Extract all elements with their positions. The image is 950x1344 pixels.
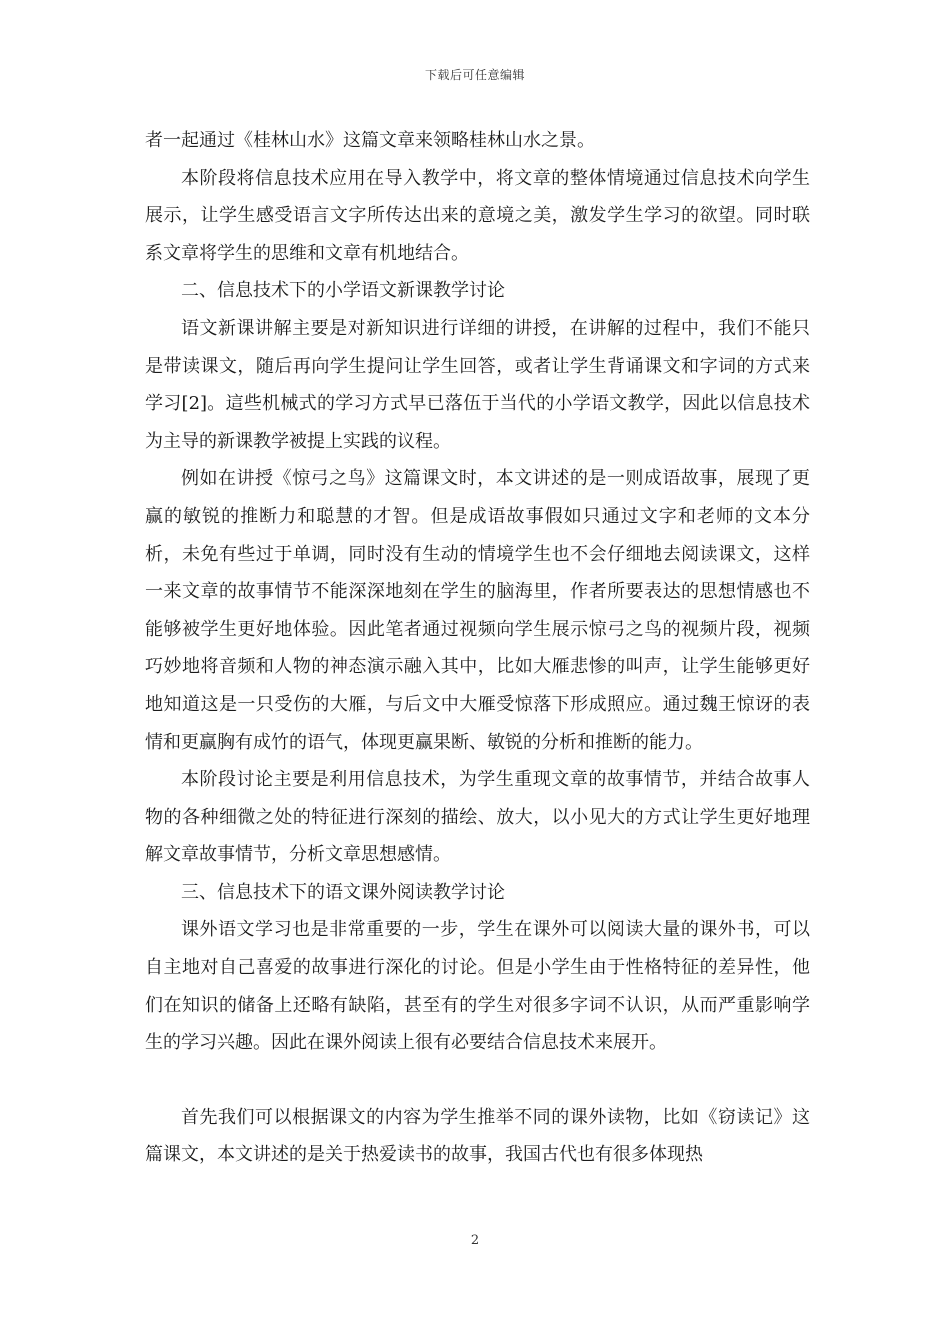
paragraph: 首先我们可以根据课文的内容为学生推举不同的课外读物，比如《窃读记》这篇课文，本文讲述的是关于热爱读书的故事，我国古代也有很多体现热 [145,1106,810,1166]
section-heading: 三、信息技术下的语文课外阅读教学讨论 [181,881,505,903]
page-number: 2 [470,1233,480,1248]
paragraph-continuation: 者一起通过《桂林山水》这篇文章来领略桂林山水之景。 [145,130,595,151]
paragraph: 本阶段将信息技术应用在导入教学中，将文章的整体情境通过信息技术向学生展示，让学生感受语言文字所传达出来的意境之美，激发学生学习的欲望。同时联系文章将学生的思维和文章有机地结合。 [145,167,810,264]
paragraph: 语文新课讲解主要是对新知识进行详细的讲授，在讲解的过程中，我们不能只是带读课文，随后再向学生提问让学生回答，或者让学生背诵课文和字词的方式来学习[2]。這些机械式的学习方式早已落伍于当代的小学语文教学，因此以信息技术为主导的新课教学被提上实践的议程。 [145,317,810,452]
paragraph: 本阶段讨论主要是利用信息技术，为学生重现文章的故事情节，并结合故事人物的各种细微之处的特征进行深刻的描绘、放大，以小见大的方式让学生更好地理解文章故事情节，分析文章思想感情。 [145,769,810,866]
page-header: 下载后可任意编辑 [424,68,525,82]
section-heading: 二、信息技术下的小学语文新课教学讨论 [181,280,505,302]
paragraph: 例如在讲授《惊弓之鸟》这篇课文时，本文讲述的是一则成语故事，展现了更赢的敏锐的推断力和聪慧的才智。但是成语故事假如只通过文字和老师的文本分析，未免有些过于单调，同时没有生动的情境学生也不会仔细地去阅读课文，这样一来文章的故事情节不能深深地刻在学生的脑海里，作者所要表达的思想情感也不能够被学生更好地体验。因此笔者通过视频向学生展示惊弓之鸟的视频片段，视频巧妙地将音频和人物的神态演示融入其中，比如大雁悲惨的叫声，让学生能够更好地知道这是一只受伤的大雁，与后文中大雁受惊落下形成照应。通过魏王惊讶的表情和更赢胸有成竹的语气，体现更赢果断、敏锐的分析和推断的能力。 [145,468,810,753]
document-body [145,122,810,1174]
paragraph: 课外语文学习也是非常重要的一步，学生在课外可以阅读大量的课外书，可以自主地对自己喜爱的故事进行深化的讨论。但是小学生由于性格特征的差异性，他们在知识的储备上还略有缺陷，甚至有的学生对很多字词不认识，从而严重影响学生的学习兴趣。因此在课外阅读上很有必要结合信息技术来展开。 [145,919,810,1054]
